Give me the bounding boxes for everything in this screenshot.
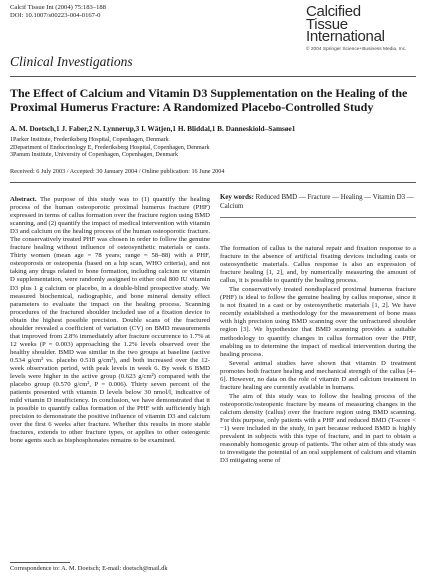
affiliations bbox=[10, 137, 210, 160]
doi: DOI: 10.1007/s00223-004-0167-0 bbox=[10, 12, 101, 19]
abstract-label: Abstract. bbox=[10, 196, 37, 203]
journal-logo bbox=[306, 3, 418, 53]
section-divider bbox=[10, 76, 416, 77]
introduction bbox=[220, 245, 416, 466]
affiliation-1: 1Parker Institute, Frederiksberg Hospital, Copenhagen, Denmark bbox=[10, 137, 169, 143]
abstract bbox=[10, 196, 210, 445]
author-list: A. M. Doetsch,1 J. Faber,2 N. Lynnerup,3 I. Wätjen,1 H. Bliddal,1 B. Danneskiold–Samsøe1 bbox=[10, 124, 296, 133]
paragraph: The conservatively treated nondisplaced proximal humerus fracture (PHF) is ideal to follow the genuine healing by callus response, since it is not fixated in a cast or by osteosynthetic materials [1, 2]. We have recently established a methodology for the measurement of bone mass with high precision using BMD scanning over the unfractured shoulder region [3]. We hypothesize that BMD scanning provides a suitable methodology to quantify changes in callus formation over the PHF, enabling us to determine the impact of medical intervention during the healing process. bbox=[220, 286, 416, 358]
section-heading: Clinical Investigations bbox=[10, 54, 133, 69]
keywords-divider bbox=[220, 217, 416, 218]
journal-reference: Calcif Tissue Int (2004) 75:183–188 bbox=[10, 4, 106, 11]
copyright-notice: © 2004 Springer Science+Business Media, Inc. bbox=[306, 46, 407, 52]
keywords bbox=[220, 194, 416, 211]
logo-line-3: International bbox=[306, 28, 385, 45]
logo-line-1: Calcified bbox=[306, 3, 361, 20]
paragraph: Several animal studies have shown that vitamin D treatment promotes both fracture healing and mechanical strength of the callus [4–6]. However, no data on the role of vitamin D and calcium treatment in fracture healing are currently available in humans. bbox=[220, 359, 416, 391]
publication-dates: Received: 6 July 2003 / Accepted: 30 January 2004 / Online publication: 16 June 2004 bbox=[10, 168, 225, 175]
abstract-text: The purpose of this study was to (1) quantify the healing process of the human osteoporotic proximal humerus fracture (PHF) expressed in terms of callus formation over the fracture region using BMD scanning, and (2) quantify the impact of medical intervention with vitamin D3 and calcium on the healing process of the human osteoporotic fracture. The conservatively treated PHF was chosen in order to follow the genuine fracture healing without influence of osteosynthetic materials or casts. Thirty women (mean age = 78 years; range = 58–88) with a PHF, osteoporosis or osteopenia (based on a hip scan, WHO criteria), and not taking any drugs related to bone formation, including calcium or vitamin D supplementation, were randomly assigned to either oral 800 IU vitamin D3 plus 1 g calcium or placebo, in a double-blind prospective study. We measured biochemical, radiographic, and bone mineral density effect parameters to evaluate the impact on the healing process. Scanning procedures of the fractured shoulder included use of a fixation device to obtain the highest possible precision. Double scans of the fractured shoulder revealed a coefficient of variation (CV) on BMD measurements that improved from 2.8% immediately after fracture occurrence to 1.7% at 12 weeks (P = 0.003) approaching the 1.2% levels observed over the healthy shoulder. BMD was similar in the two groups at baseline (active 0.534 g/cm² vs. placebo 0.518 g/cm²), and both increased over the 12-week observation period, with peak levels in week 6. By week 6 BMD levels were higher in the active group (0.623 g/cm²) compared with the placebo group (0.570 g/cm², P = 0.006). Thirty seven percent of the patients presented with vitamin D levels below 30 nmol/l, indicative of mild vitamin D insufficiency. In conclusion, we have demonstrated that it is possible to quantify callus formation of the PHF with sufficiently high precision to demonstrate the positive influence of vitamin D3 and calcium over the first 6 weeks after fracture. Whether this results in more stable fractures, extends to other fracture types, or applies to other osteogenic bone agents such as bisphosphonates remains to be examined. bbox=[10, 196, 211, 445]
keywords-text: Reduced BMD — Fracture — Healing — Vitamin D3 — Calcium bbox=[220, 194, 414, 210]
header-divider bbox=[10, 182, 416, 183]
journal-header bbox=[10, 4, 106, 20]
keywords-label: Key words: bbox=[220, 194, 254, 201]
logo-line-2: Tissue bbox=[306, 15, 348, 33]
paragraph: The formation of callus is the natural repair and fixation response to a fracture in the absence of artificial fixating devices including casts or osteosynthetic materials. Callus response is also an expression of fracture healing [1, 2], and, by numerically measuring the amount of callus, it is possible to quantify the healing process. bbox=[220, 245, 416, 285]
article-title: The Effect of Calcium and Vitamin D3 Supplementation on the Healing of the Proximal Humerus Fracture: A Randomized Placebo-Controlled Study bbox=[10, 86, 408, 114]
affiliation-3: 3Panum Institute, University of Copenhagen, Copenhagen, Denmark bbox=[10, 152, 179, 159]
footnote-divider bbox=[10, 562, 70, 563]
affiliation-2: 2Department of Endocrinology E, Frederiksberg Hospital, Copenhagen, Denmark bbox=[10, 144, 210, 151]
paragraph: The aim of this study was to follow the healing process of the osteoporotic/osteopenic fracture by means of measuring changes in the calcium density (callus) over the fracture region using BMD scanning. For this purpose, only patients with a PHF and reduced BMD (T-score < −1) were included in the study, in part because reduced BMD is highly prevalent in subjects with this type of fracture, and in part to obtain a reasonably homogenic group of patients. The other aim of this study was to investigate the potential of an oral supplement of calcium and vitamin D3 mitigating some of bbox=[220, 392, 416, 465]
correspondence-note: Correspondence to: A. M. Doetsch; E-mail: doetsch@mail.dk bbox=[10, 565, 168, 572]
